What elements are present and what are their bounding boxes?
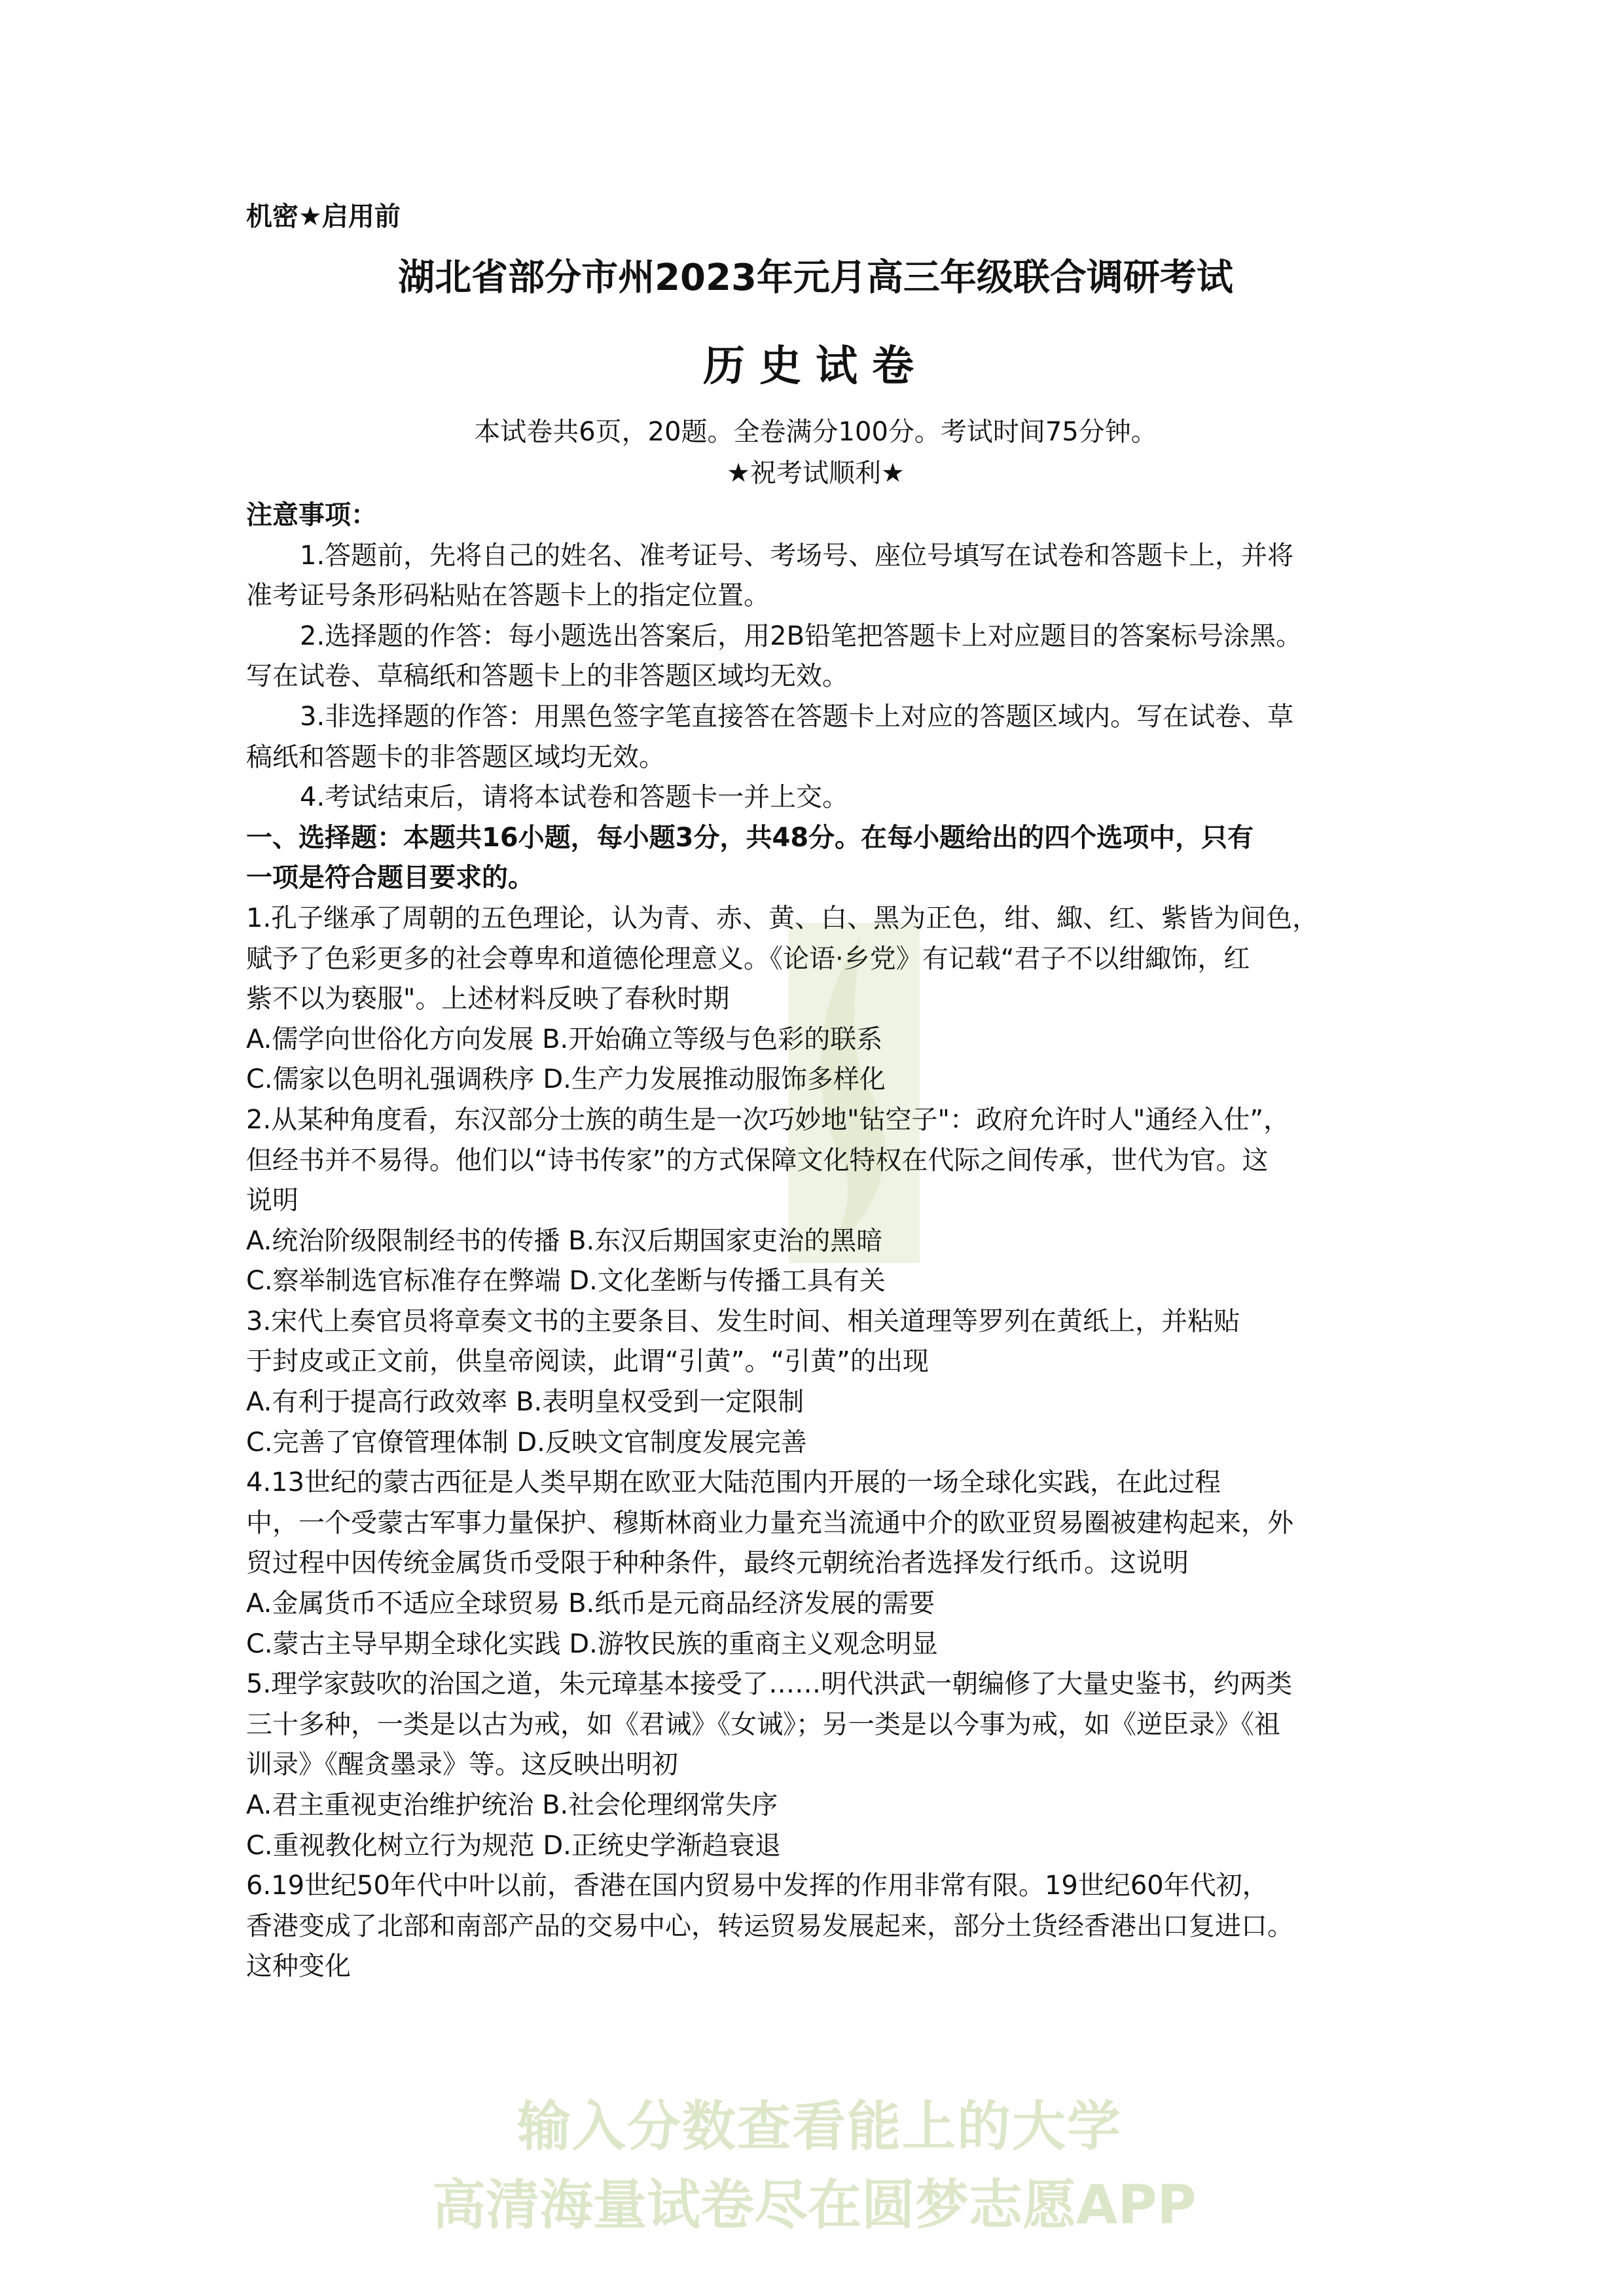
exam-title: 湖北省部分市州2023年元月高三年级联合调研考试 xyxy=(398,257,1233,299)
notice-list xyxy=(246,536,1385,818)
question-stem-line: 5.理学家鼓吹的治国之道，朱元璋基本接受了……明代洪武一朝编修了大量史鉴书，约两类 xyxy=(246,1669,1293,1700)
confidential-label: 机密★启用前 xyxy=(246,202,401,232)
notice-line: 准考证号条形码粘贴在答题卡上的指定位置。 xyxy=(246,581,770,611)
notice-line: 写在试卷、草稿纸和答题卡上的非答题区域均无效。 xyxy=(246,661,848,692)
question-stem-line: 香港变成了北部和南部产品的交易中心，转运贸易发展起来，部分土货经香港出口复进口。 xyxy=(246,1910,1293,1941)
answer-options-line: A.儒学向世俗化方向发展 B.开始确立等级与色彩的联系 xyxy=(246,1024,883,1054)
section-heading xyxy=(246,818,1385,899)
question-3 xyxy=(246,1302,1385,1463)
notice-line: 1.答题前，先将自己的姓名、准考证号、考场号、座位号填写在试卷和答题卡上，并将 xyxy=(300,540,1294,571)
question-stem-line: 4.13世纪的蒙古西征是人类早期在欧亚大陆范围内开展的一场全球化实践，在此过程 xyxy=(246,1467,1221,1498)
answer-options-line: C.蒙古主导早期全球化实践 D.游牧民族的重商主义观念明显 xyxy=(246,1628,938,1659)
question-stem-line: 这种变化 xyxy=(246,1951,351,1982)
question-stem-line: 但经书并不易得。他们以“诗书传家”的方式保障文化特权在代际之间传承，世代为官。这 xyxy=(246,1145,1269,1175)
exam-wish: ★祝考试顺利★ xyxy=(727,458,905,488)
exam-body xyxy=(246,495,1385,1987)
notice-line: 3.非选择题的作答：用黑色签字笔直接答在答题卡上对应的答题区域内。写在试卷、草 xyxy=(300,701,1294,732)
question-stem-line: 三十多种，一类是以古为戒，如《君诫》《女诫》；另一类是以今事为戒，如《逆臣录》《祖 xyxy=(246,1709,1280,1740)
question-4 xyxy=(246,1463,1385,1664)
notice-line: 4.考试结束后，请将本试卷和答题卡一并上交。 xyxy=(300,782,849,813)
watermark-line-1: 输入分数查看能上的大学 xyxy=(517,2096,1123,2158)
question-stem-line: 于封皮或正文前，供皇帝阅读，此谓“引黄”。“引黄”的出现 xyxy=(246,1346,929,1377)
question-stem-line: 1.孔子继承了周朝的五色理论，认为青、赤、黄、白、黑为正色，绀、緅、红、紫皆为间色， xyxy=(246,903,1319,933)
question-5 xyxy=(246,1664,1385,1866)
question-stem-line: 贸过程中因传统金属货币受限于种种条件，最终元朝统治者选择发行纸币。这说明 xyxy=(246,1548,1189,1579)
answer-options-line: C.儒家以色明礼强调秩序 D.生产力发展推动服饰多样化 xyxy=(246,1064,886,1095)
question-list xyxy=(246,899,1385,1987)
answer-options-line: A.金属货币不适应全球贸易 B.纸币是元商品经济发展的需要 xyxy=(246,1588,935,1619)
question-6 xyxy=(246,1866,1385,1987)
question-2 xyxy=(246,1100,1385,1302)
answer-options-line: A.君主重视吏治维护统治 B.社会伦理纲常失序 xyxy=(246,1790,778,1820)
exam-info: 本试卷共6页，20题。全卷满分100分。考试时间75分钟。 xyxy=(474,417,1157,447)
question-stem-line: 训录》《醒贪墨录》等。这反映出明初 xyxy=(246,1749,678,1780)
question-stem-line: 紫不以为亵服"。上述材料反映了春秋时期 xyxy=(246,984,730,1014)
notice-line: 2.选择题的作答：每小题选出答案后，用2B铅笔把答题卡上对应题目的答案标号涂黑。 xyxy=(300,620,1303,651)
answer-options-line: C.完善了官僚管理体制 D.反映文官制度发展完善 xyxy=(246,1427,807,1458)
question-stem-line: 3.宋代上奏官员将章奏文书的主要条目、发生时间、相关道理等罗列在黄纸上，并粘贴 xyxy=(246,1306,1240,1336)
question-stem-line: 中，一个受蒙古军事力量保护、穆斯林商业力量充当流通中介的欧亚贸易圈被建构起来，外 xyxy=(246,1507,1293,1538)
notice-heading: 注意事项： xyxy=(246,500,377,530)
question-stem-line: 6.19世纪50年代中叶以前，香港在国内贸易中发挥的作用非常有限。19世纪60年代初， xyxy=(246,1871,1269,1901)
answer-options-line: A.统治阶级限制经书的传播 B.东汉后期国家吏治的黑暗 xyxy=(246,1225,883,1256)
answer-options-line: C.重视教化树立行为规范 D.正统史学渐趋衰退 xyxy=(246,1830,781,1861)
question-stem-line: 赋予了色彩更多的社会尊卑和道德伦理意义。《论语·乡党》有记载“君子不以绀緅饰，红 xyxy=(246,943,1250,974)
subject-title: 历史试卷 xyxy=(703,342,928,391)
answer-options-line: A.有利于提高行政效率 B.表明皇权受到一定限制 xyxy=(246,1387,804,1418)
question-1 xyxy=(246,899,1385,1100)
answer-options-line: C.察举制选官标准存在弊端 D.文化垄断与传播工具有关 xyxy=(246,1266,886,1297)
question-stem-line: 2.从某种角度看，东汉部分士族的萌生是一次巧妙地"钻空子"：政府允许时人"通经入仕”， xyxy=(246,1104,1290,1135)
notice-line: 稿纸和答题卡的非答题区域均无效。 xyxy=(246,742,665,772)
section-heading-line: 一项是符合题目要求的。 xyxy=(246,863,534,893)
question-stem-line: 说明 xyxy=(246,1185,298,1216)
watermark-line-2: 高清海量试卷尽在圆梦志愿APP xyxy=(432,2174,1197,2236)
section-heading-line: 一、选择题：本题共16小题，每小题3分，共48分。在每小题给出的四个选项中，只有 xyxy=(246,822,1254,853)
